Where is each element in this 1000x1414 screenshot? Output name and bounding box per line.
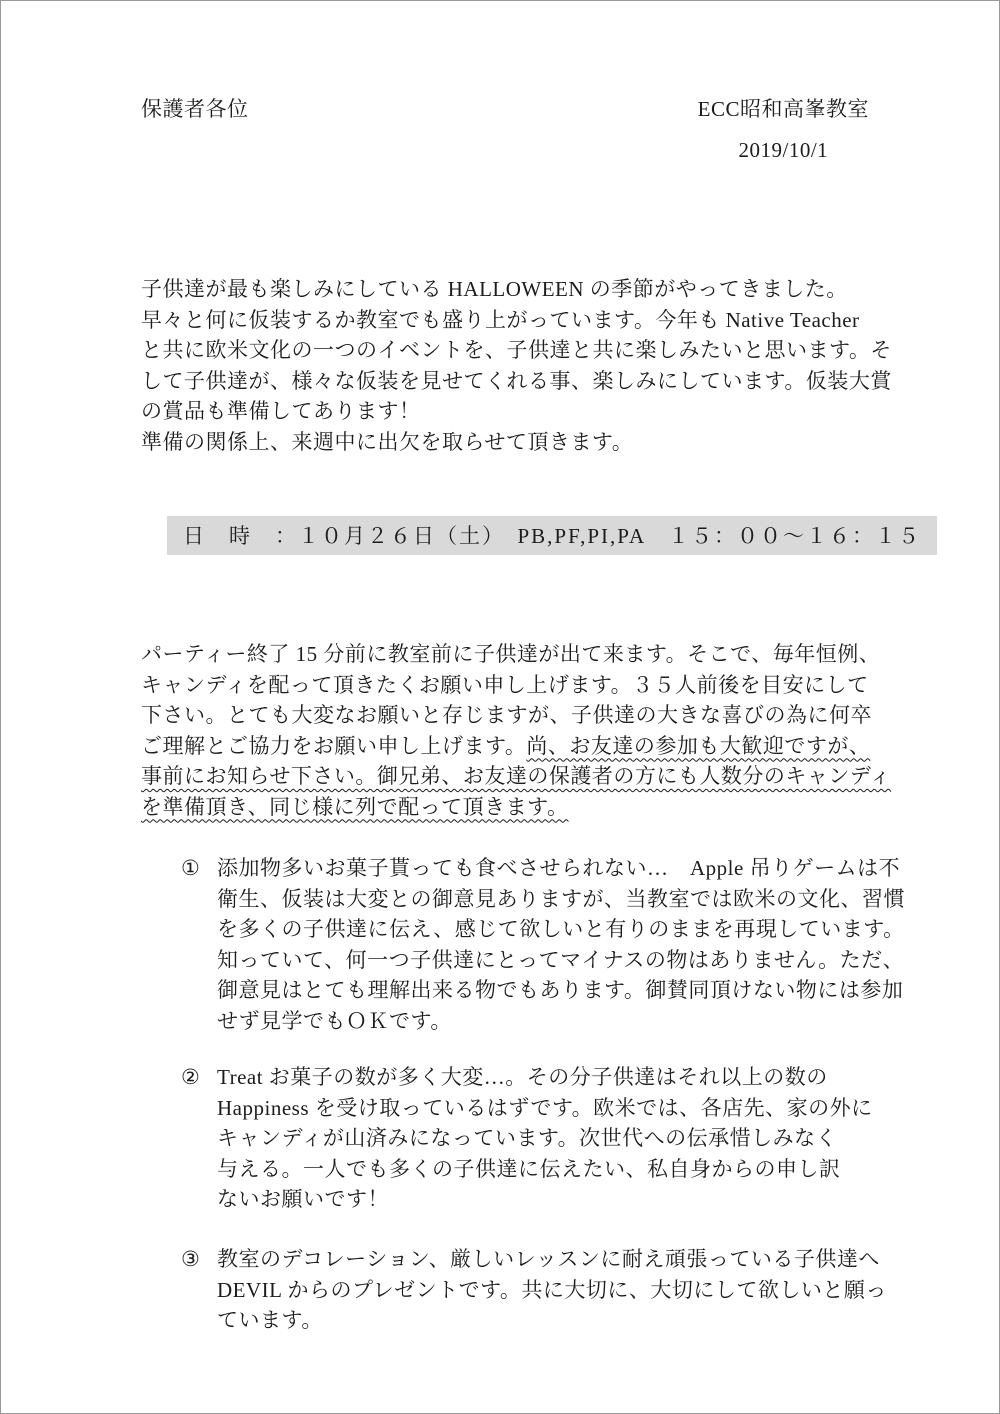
item-line: DEVIL からのプレゼントです。共に大切に、大切にして欲しいと願っ [217, 1277, 887, 1302]
request-line: 下さい。とても大変なお願いと存じますが、子供達の大きな喜びの為に何卒 [141, 703, 872, 727]
item-line: 教室のデコレーション、厳しいレッスンに耐え頑張っている子供達へ [217, 1247, 880, 1271]
request-line-normal-part: ご理解とご協力をお願い申し上げます。 [141, 733, 527, 758]
sender-name: ECC昭和高峯教室 [697, 97, 869, 121]
intro-line: 準備の関係上、来週中に出欠を取らせて頂きます。 [141, 429, 634, 454]
item-line: Happiness を受け取っているはずです。欧米では、各店先、家の外に [217, 1095, 873, 1120]
item-line: Treat お菓子の数が多く大変…。その分子供達はそれ以上の数の [217, 1065, 828, 1089]
intro-paragraph [141, 274, 892, 457]
item-2-marker: ② [181, 1065, 200, 1089]
request-line: キャンディを配って頂きたくお願い申し上げます。３５人前後を目安にして [141, 672, 869, 697]
request-line [141, 731, 891, 762]
numbered-item-2 [181, 1062, 891, 1215]
intro-line: 子供達が最も楽しみにしている HALLOWEEN の季節がやってきました。 [141, 277, 848, 301]
intro-line: して子供達が、様々な仮装を見せてくれる事、楽しみにしています。仮装大賞 [141, 368, 892, 393]
candy-request-paragraph [141, 639, 891, 822]
item-line: ないお願いです！ [217, 1187, 389, 1211]
intro-line: の賞品も準備してあります！ [141, 399, 421, 423]
document-date: 2019/10/1 [738, 137, 829, 162]
sender-block [698, 94, 869, 165]
numbered-item-3 [181, 1244, 891, 1336]
request-line: パーティー終了 15 分前に教室前に子供達が出て来ます。そこで、毎年恒例、 [141, 642, 881, 666]
item-1-text [217, 853, 905, 1036]
item-line: 御意見はとても理解出来る物でもあります。御賛同頂けない物には参加 [217, 978, 904, 1002]
numbered-item-1 [181, 853, 905, 1036]
item-line: キャンディが山済みになっています。次世代への伝承惜しみなく [217, 1126, 838, 1150]
item-3-text [217, 1244, 891, 1336]
item-line: せず見学でもＯＫです。 [217, 1008, 452, 1033]
request-line-underlined: を準備頂き、同じ様に列で配って頂きます。 [141, 794, 569, 819]
item-line: 衛生、仮装は大変との御意見ありますが、当教室では欧米の文化、習慣 [217, 886, 905, 911]
item-2-text [217, 1062, 891, 1215]
event-datetime-highlight: 日 時 ：１０月２６日（土） PB,PF,PI,PA １５：００～１６：１５ [167, 516, 937, 555]
item-3-marker: ③ [181, 1247, 200, 1271]
item-line: 与える。一人でも多くの子供達に伝えたい、私自身からの申し訳 [217, 1156, 841, 1181]
item-line: ています。 [217, 1308, 323, 1332]
item-line: 知っていて、何一つ子供達にとってマイナスの物はありません。ただ、 [217, 947, 905, 972]
intro-line: と共に欧米文化の一つのイベントを、子供達と共に楽しみたいと思います。そ [141, 338, 892, 362]
item-line: を多くの子供達に伝え、感じて欲しいと有りのままを再現しています。 [217, 917, 905, 941]
intro-line: 早々と何に仮装するか教室でも盛り上がっています。今年も Native Teacher [141, 307, 860, 332]
item-line: 添加物多いお菓子貰っても食べさせられない… Apple 吊りゲームは不 [217, 856, 901, 880]
request-line-underlined: 事前にお知らせ下さい。御兄弟、お友達の保護者の方にも人数分のキャンディ [141, 764, 892, 788]
recipient-line: 保護者各位 [141, 97, 249, 121]
request-line-underlined-part: 尚、お友達の参加も大歓迎ですが、 [526, 733, 871, 758]
item-1-marker: ① [181, 856, 200, 880]
